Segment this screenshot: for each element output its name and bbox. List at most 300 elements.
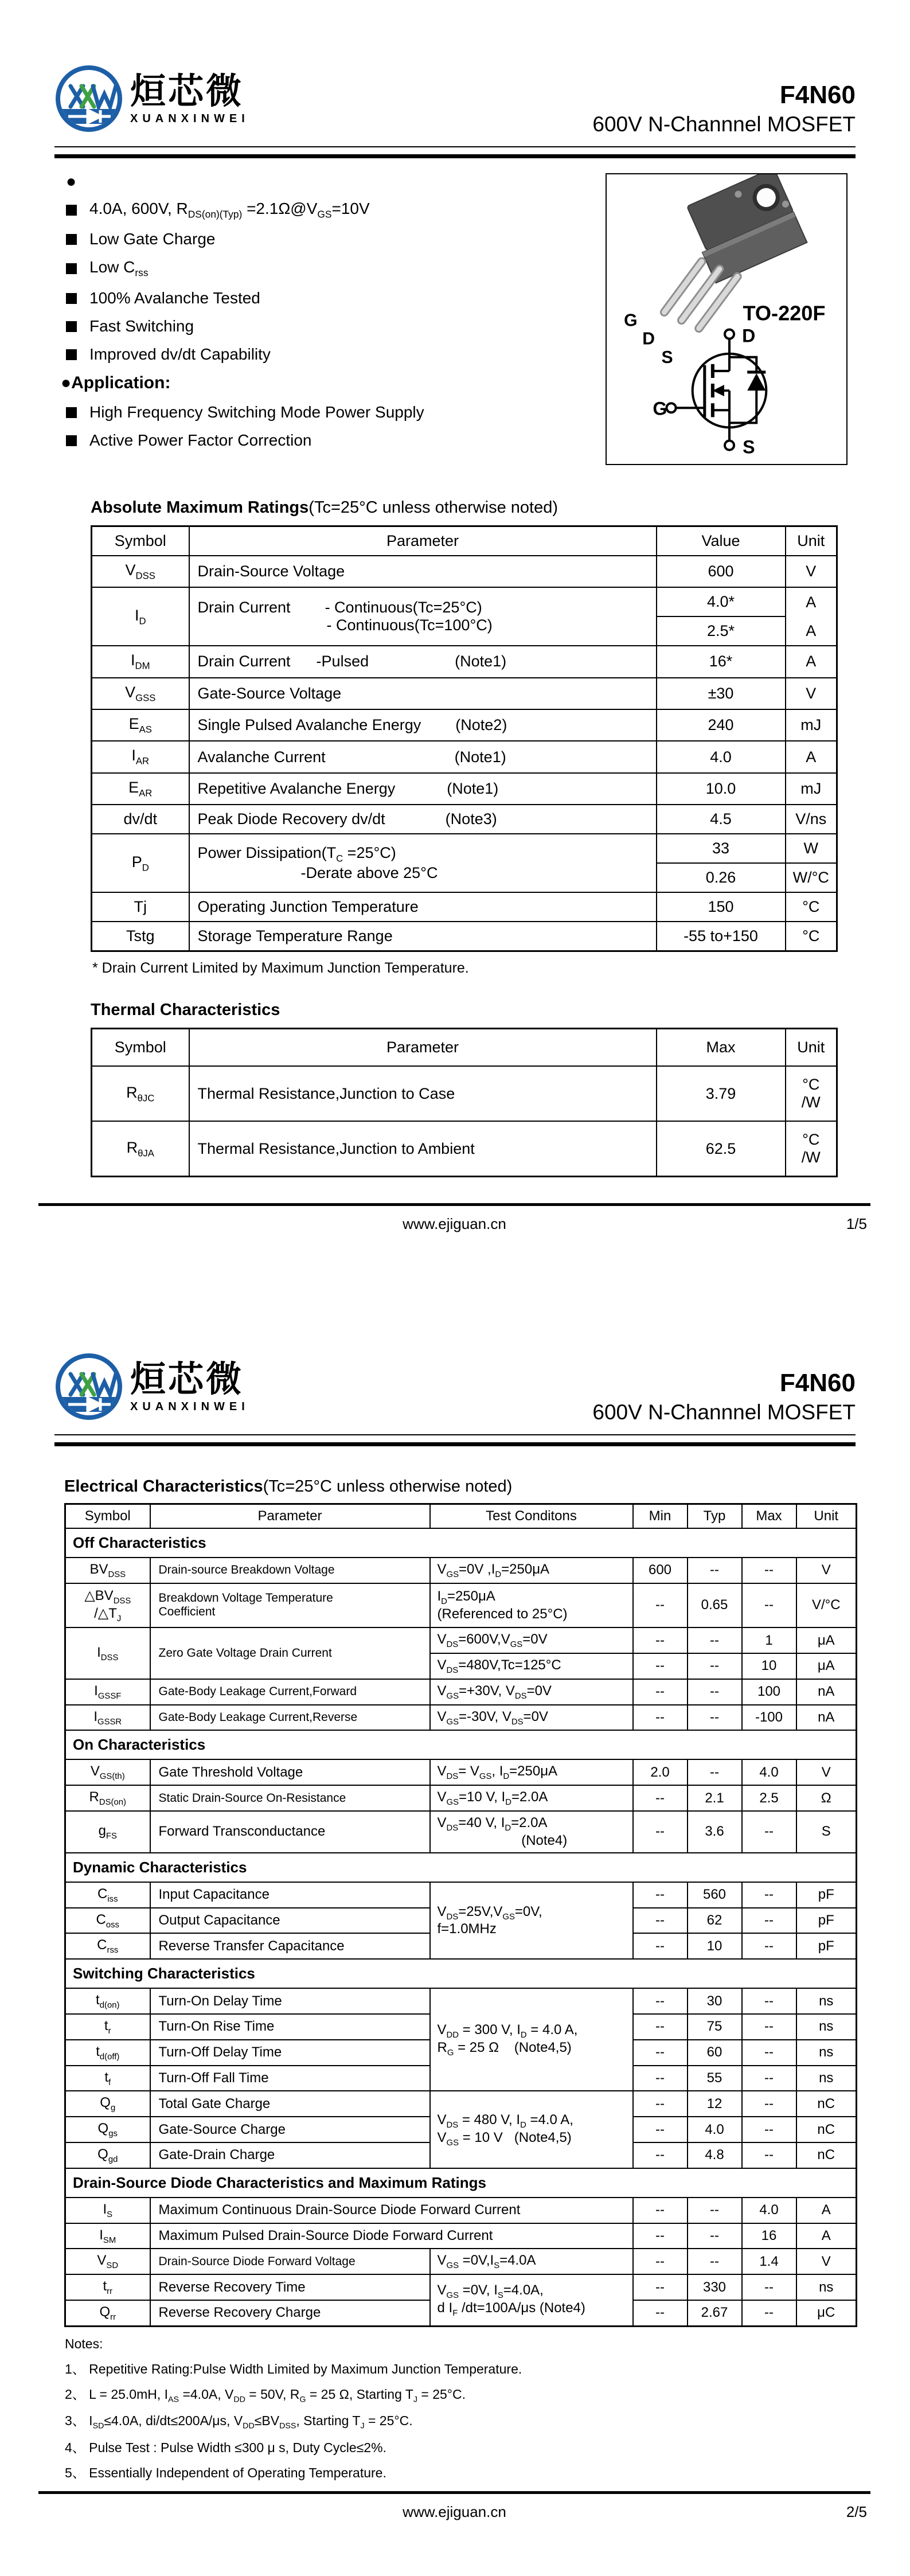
footer-website: www.ejiguan.cn: [403, 1215, 506, 1232]
square-bullet-icon: [66, 435, 77, 446]
table-cell: 2.0: [633, 1759, 688, 1785]
table-cell: 4.0: [742, 2198, 796, 2223]
table-cell: --: [742, 1988, 796, 2014]
table-cell: --: [742, 1882, 796, 1908]
table-cell: Gate-Source Voltage: [189, 678, 657, 709]
table-cell: 560: [688, 1882, 742, 1908]
table-cell: A: [786, 741, 837, 772]
table-cell: --: [688, 1679, 742, 1705]
page-footer: [38, 2491, 870, 2521]
table-cell: $I_{SM}$: [65, 2223, 150, 2249]
thermal-heading: [91, 1001, 856, 1020]
table-cell: $t_{d(on)}$: [65, 1988, 150, 2014]
table-cell: °C: [786, 922, 837, 951]
table-cell: $V_{DS}=600V,V_{GS}=0V$: [430, 1627, 633, 1653]
table-cell: $V_{GS}=0V$ $,I_D=250\mu A$: [430, 1558, 633, 1583]
table-cell: Drain-Source Voltage: [189, 556, 657, 587]
column-header: Symbol: [92, 526, 189, 556]
schematic-label-g: G: [653, 398, 667, 419]
table-cell: --: [633, 1988, 688, 2014]
table-cell: --: [742, 2300, 796, 2326]
table-cell: --: [633, 1583, 688, 1628]
column-header: Unit: [786, 526, 837, 556]
table-cell: 30: [688, 1988, 742, 2014]
part-number: F4N60: [779, 1369, 856, 1397]
table-cell: μC: [796, 2300, 857, 2326]
table-cell: 0.26: [657, 863, 786, 892]
table-cell: $C_{iss}$: [65, 1882, 150, 1908]
section-header-cell: Drain-Source Diode Characteristics and Maximum Ratings: [65, 2168, 857, 2198]
table-cell: nA: [796, 1679, 857, 1705]
list-item-label: 4、 Pulse Test : Pulse Width ≤300 μ s, Duty Cycle≤2%.: [65, 2440, 386, 2455]
table-cell: Repetitive Avalanche Energy (Note1): [189, 773, 657, 805]
electrical-characteristics-table: [64, 1503, 857, 2327]
table-cell: $g_{FS}$: [65, 1811, 150, 1853]
table-cell: nC: [796, 2091, 857, 2117]
table-cell: --: [633, 2223, 688, 2249]
brand-text: [130, 1360, 249, 1413]
table-cell: 12: [688, 2091, 742, 2117]
table-cell: 1.4: [742, 2249, 796, 2274]
table-cell: dv/dt: [92, 805, 189, 834]
page-footer: [38, 1203, 870, 1233]
section-header-cell: On Characteristics: [65, 1730, 857, 1759]
absolute-maximum-ratings-table: [91, 525, 838, 952]
table-cell: $I_D=250\mu A$ (Referenced to 25°C): [430, 1583, 633, 1628]
features-and-package-row: [54, 173, 856, 465]
table-cell: --: [742, 2117, 796, 2142]
table-cell: $I_D$: [92, 587, 189, 646]
table-cell: $V_{SD}$: [65, 2249, 150, 2274]
table-cell: $V_{GS(th)}$: [65, 1759, 150, 1785]
table-cell: Total Gate Charge: [150, 2091, 430, 2117]
table-cell: $C_{oss}$: [65, 1908, 150, 1934]
column-header: Typ: [688, 1504, 742, 1528]
part-number: F4N60: [779, 81, 856, 109]
table-cell: A: [786, 646, 837, 677]
table-cell: $BV_{DSS}$: [65, 1558, 150, 1583]
list-item: [66, 317, 606, 335]
table-cell: --: [742, 1908, 796, 1934]
table-cell: V: [786, 678, 837, 709]
list-item-label: Low Gate Charge: [89, 230, 216, 248]
square-bullet-icon: [66, 321, 77, 332]
table-cell: Power $Dissipation(T_C =25^\circ C)$ -Derate above 25°C: [189, 834, 657, 892]
features-section: [54, 173, 606, 459]
brand-logo: [54, 1352, 249, 1421]
table-cell: $V_{GS}=+30V$, $V_{DS}=0V$: [430, 1679, 633, 1705]
table-cell: $Q_{gd}$: [65, 2142, 150, 2168]
table-cell: mJ: [786, 709, 837, 741]
table-cell: $E_{AS}$: [92, 709, 189, 741]
title-block: [592, 80, 856, 138]
table-cell: Turn-Off Delay Time: [150, 2040, 430, 2066]
list-item-label: 5、 Essentially Independent of Operating Temperature.: [65, 2465, 386, 2480]
table-cell: Drain-Source Diode Forward Voltage: [150, 2249, 430, 2274]
table-cell: 330: [688, 2274, 742, 2300]
package-3d-icon: [624, 174, 825, 367]
brand-name-en: XUANXINWEI: [130, 112, 249, 125]
column-header: Max: [657, 1029, 786, 1067]
list-item: [65, 2437, 856, 2456]
table-cell: Forward Transconductance: [150, 1811, 430, 1853]
table-cell: Gate Threshold Voltage: [150, 1759, 430, 1785]
table-cell: 4.5: [657, 805, 786, 834]
table-cell: V/°C: [796, 1583, 857, 1628]
table-cell: $I_{GSSR}$: [65, 1705, 150, 1731]
table-cell: Maximum Pulsed Drain-Source Diode Forward Current: [150, 2223, 633, 2249]
table-cell: Gate-Source Charge: [150, 2117, 430, 2142]
table-cell: ns: [796, 2274, 857, 2300]
table-cell: Tstg: [92, 922, 189, 951]
table-cell: 16: [742, 2223, 796, 2249]
table-cell: --: [633, 1679, 688, 1705]
table-cell: mJ: [786, 773, 837, 805]
table-cell: Turn-On Rise Time: [150, 2014, 430, 2040]
column-header: Unit: [786, 1029, 837, 1067]
package-diagram: [606, 173, 847, 465]
table-cell: Turn-Off Fall Time: [150, 2066, 430, 2091]
table-cell: 4.0: [688, 2117, 742, 2142]
table-cell: 55: [688, 2066, 742, 2091]
table-cell: °C: [786, 892, 837, 922]
table-cell: $V_{DD} = 300$ V, $I_D = 4.0$ A, $R_G = 25$ Ω (Note4,5): [430, 1988, 633, 2091]
list-item: [66, 230, 606, 248]
table-cell: $I_{DM}$: [92, 646, 189, 677]
column-header: Test Conditons: [430, 1504, 633, 1528]
table-cell: $I_S$: [65, 2198, 150, 2223]
electrical-title: Electrical Characteristics: [64, 1477, 263, 1496]
footer-page-number: 1/5: [846, 1215, 867, 1232]
page-header: [54, 64, 856, 138]
table-cell: --: [633, 2040, 688, 2066]
table-cell: --: [633, 1653, 688, 1679]
table-cell: nC: [796, 2142, 857, 2168]
abs-max-footnote: * Drain Current Limited by Maximum Junction Temperature.: [92, 960, 469, 977]
column-header: Parameter: [150, 1504, 430, 1528]
table-cell: --: [742, 2274, 796, 2300]
list-item: [66, 431, 606, 450]
table-cell: --: [742, 2014, 796, 2040]
features-list: [66, 200, 606, 364]
brand-emblem-icon: [54, 1352, 123, 1421]
column-header: Value: [657, 526, 786, 556]
list-item-label: 1、 Repetitive Rating:Pulse Width Limited by Maximum Junction Temperature.: [65, 2361, 522, 2376]
table-cell: --: [633, 1811, 688, 1853]
list-item-label: Active Power Factor Correction: [89, 431, 312, 450]
table-cell: 240: [657, 709, 786, 741]
table-cell: W: [786, 834, 837, 863]
table-cell: Maximum Continuous Drain-Source Diode Forward Current: [150, 2198, 633, 2223]
abs-max-heading: [91, 498, 856, 517]
table-cell: --: [633, 1882, 688, 1908]
table-cell: $R_{\theta JA}$: [92, 1121, 189, 1177]
table-cell: -55 to+150: [657, 922, 786, 951]
table-cell: --: [633, 1705, 688, 1731]
table-cell: --: [633, 2300, 688, 2326]
table-cell: --: [633, 1785, 688, 1811]
table-cell: $V_{GSS}$: [92, 678, 189, 709]
table-cell: 3.6: [688, 1811, 742, 1853]
table-cell: 10.0: [657, 773, 786, 805]
thermal-characteristics-table: [91, 1028, 838, 1177]
brand-emblem-icon: [54, 64, 123, 133]
table-cell: $V_{GS} =0V$, $I_S=4.0A$, d $I_F$ /dt=100A/μs (Note4): [430, 2274, 633, 2326]
datasheet-page-2: [0, 1288, 910, 2576]
table-cell: $P_D$: [92, 834, 189, 892]
square-bullet-icon: [66, 349, 77, 360]
list-item-label: Improved dv/dt Capability: [89, 345, 271, 364]
table-cell: $V_{GS}=10$ V, $I_D=2.0A$: [430, 1785, 633, 1811]
notes-list: [65, 2359, 856, 2481]
table-cell: 75: [688, 2014, 742, 2040]
square-bullet-icon: [66, 205, 77, 216]
table-cell: 1: [742, 1627, 796, 1653]
table-cell: A: [786, 616, 837, 646]
pin-label-g: G: [624, 311, 638, 330]
table-cell: $R_{\theta JC}$: [92, 1066, 189, 1121]
column-header: Unit: [796, 1504, 857, 1528]
table-cell: Peak Diode Recovery dv/dt (Note3): [189, 805, 657, 834]
table-cell: $t_r$: [65, 2014, 150, 2040]
table-cell: $E_{AR}$: [92, 773, 189, 805]
table-cell: --: [633, 2198, 688, 2223]
table-cell: Breakdown Voltage Temperature Coefficient: [150, 1583, 430, 1628]
electrical-title-note: (Tc=25°C unless otherwise noted): [263, 1477, 513, 1496]
part-description: 600V N-Channnel MOSFET: [592, 1400, 856, 1424]
table-cell: --: [688, 2249, 742, 2274]
list-item: [66, 345, 606, 364]
table-cell: 3.79: [657, 1066, 786, 1121]
table-cell: Gate-Drain Charge: [150, 2142, 430, 2168]
table-cell: 0.65: [688, 1583, 742, 1628]
part-description: 600V N-Channnel MOSFET: [592, 112, 856, 136]
table-cell: Storage Temperature Range: [189, 922, 657, 951]
table-cell: --: [688, 1759, 742, 1785]
table-cell: -100: [742, 1705, 796, 1731]
table-cell: ns: [796, 2014, 857, 2040]
table-cell: --: [688, 1705, 742, 1731]
table-cell: $V_{DS}=480V,Tc=125^\circ C$: [430, 1653, 633, 1679]
table-cell: $V_{DS} = 480$ V, $I_D =4.0$ A, $V_{GS} = 10$ V (Note4,5): [430, 2091, 633, 2168]
table-cell: --: [688, 2198, 742, 2223]
table-cell: --: [742, 2040, 796, 2066]
table-cell: $V_{GS}=-30V$, $V_{DS}=0V$: [430, 1705, 633, 1731]
table-cell: Turn-On Delay Time: [150, 1988, 430, 2014]
table-cell: Drain Current - Continuous(Tc=25°C) - Continuous(Tc=100°C): [189, 587, 657, 646]
list-item-label: 100% Avalanche Tested: [89, 289, 260, 307]
table-cell: $V_{DS}= V_{GS}$, $I_D=250\mu A$: [430, 1759, 633, 1785]
list-item-label: 4.0A, 600V, $R_{DS(on)(Typ)}$ $=2.1\Omega@V_{GS}=10V$: [89, 199, 370, 220]
table-cell: A: [796, 2198, 857, 2223]
table-cell: --: [633, 2066, 688, 2091]
column-header: Symbol: [65, 1504, 150, 1528]
table-cell: --: [633, 2249, 688, 2274]
table-cell: Gate-Body Leakage Current,Forward: [150, 1679, 430, 1705]
table-cell: °C /W: [786, 1121, 837, 1177]
table-cell: --: [742, 2091, 796, 2117]
table-cell: --: [633, 1627, 688, 1653]
package-drawing: [607, 174, 846, 464]
table-cell: pF: [796, 1933, 857, 1959]
header-divider-thick: [54, 154, 856, 158]
table-cell: Static Drain-Source On-Resistance: [150, 1785, 430, 1811]
table-cell: Reverse Recovery Charge: [150, 2300, 430, 2326]
thermal-title: Thermal Characteristics: [91, 1001, 280, 1020]
table-cell: --: [742, 1811, 796, 1853]
list-item: [65, 2410, 856, 2431]
electrical-heading: [64, 1477, 856, 1496]
table-cell: $V_{DS}=40$ V, $I_D=2.0A$ (Note4): [430, 1811, 633, 1853]
page-header: [54, 1352, 856, 1426]
brand-name-cn: 烜芯微: [130, 1358, 244, 1400]
table-cell: $I_{GSSF}$: [65, 1679, 150, 1705]
column-header: Parameter: [189, 1029, 657, 1067]
table-cell: --: [633, 1933, 688, 1959]
brand-text: [130, 72, 249, 125]
list-item-label: 2、 L = 25.0mH, $I_{AS} =4.0A$, $V_{DD} = 50V$, $R_G = 25$ Ω, Starting $T_J = 25^\circ C$.: [65, 2386, 466, 2405]
table-cell: $t_{rr}$: [65, 2274, 150, 2300]
table-cell: μA: [796, 1653, 857, 1679]
schematic-label-s: S: [743, 436, 755, 458]
table-cell: --: [633, 2274, 688, 2300]
table-cell: $t_{d(off)}$: [65, 2040, 150, 2066]
table-cell: $t_f$: [65, 2066, 150, 2091]
table-cell: 4.0: [742, 1759, 796, 1785]
notes-title: Notes:: [65, 2336, 103, 2351]
table-cell: --: [633, 1908, 688, 1934]
table-cell: $R_{DS(on)}$: [65, 1785, 150, 1811]
pin-label-d: D: [642, 329, 655, 349]
list-item: [65, 2384, 856, 2405]
table-cell: S: [796, 1811, 857, 1853]
table-cell: --: [742, 1583, 796, 1628]
title-block: [592, 1368, 856, 1426]
table-cell: 2.5*: [657, 616, 786, 646]
table-cell: --: [688, 1653, 742, 1679]
table-cell: 2.5: [742, 1785, 796, 1811]
features-bullet-icon: ●: [66, 171, 77, 191]
table-cell: 16*: [657, 646, 786, 677]
pin-label-s: S: [661, 348, 673, 367]
table-cell: W/°C: [786, 863, 837, 892]
notes-section: [65, 2336, 856, 2488]
table-cell: 62.5: [657, 1121, 786, 1177]
table-cell: V/ns: [786, 805, 837, 834]
table-cell: 4.8: [688, 2142, 742, 2168]
table-cell: 33: [657, 834, 786, 863]
table-cell: ns: [796, 1988, 857, 2014]
table-cell: --: [633, 2117, 688, 2142]
square-bullet-icon: [66, 263, 77, 274]
table-cell: $V_{DS}=25V,V_{GS}=0V$, f=1.0MHz: [430, 1882, 633, 1959]
application-bullet-icon: ●: [61, 373, 72, 393]
section-header-cell: Switching Characteristics: [65, 1959, 857, 1988]
table-cell: μA: [796, 1627, 857, 1653]
application-heading-label: Application:: [71, 373, 171, 393]
table-cell: $C_{rss}$: [65, 1933, 150, 1959]
list-item: [66, 403, 606, 421]
header-divider-thin: [54, 1434, 856, 1435]
table-cell: Tj: [92, 892, 189, 922]
list-item: [66, 200, 606, 221]
table-cell: V: [796, 1558, 857, 1583]
table-cell: $\triangle BV_{DSS}$ $/\triangle T_J$: [65, 1583, 150, 1628]
table-cell: Reverse Transfer Capacitance: [150, 1933, 430, 1959]
table-cell: A: [796, 2223, 857, 2249]
table-cell: Drain-source Breakdown Voltage: [150, 1558, 430, 1583]
list-item-label: Low $C_{rss}$: [89, 258, 149, 279]
column-header: Symbol: [92, 1029, 189, 1067]
table-cell: Thermal Resistance,Junction to Ambient: [189, 1121, 657, 1177]
table-cell: Drain Current -Pulsed (Note1): [189, 646, 657, 677]
table-cell: Avalanche Current (Note1): [189, 741, 657, 772]
table-cell: --: [688, 1627, 742, 1653]
list-item: [66, 258, 606, 279]
square-bullet-icon: [66, 293, 77, 304]
table-cell: --: [633, 2091, 688, 2117]
table-cell: Operating Junction Temperature: [189, 892, 657, 922]
brand-logo: [54, 64, 249, 133]
table-cell: $I_{DSS}$: [65, 1627, 150, 1679]
table-cell: °C /W: [786, 1066, 837, 1121]
table-cell: 2.1: [688, 1785, 742, 1811]
table-cell: pF: [796, 1882, 857, 1908]
header-divider-thin: [54, 146, 856, 147]
footer-website: www.ejiguan.cn: [403, 2503, 506, 2520]
table-cell: V: [796, 1759, 857, 1785]
list-item: [66, 289, 606, 307]
table-cell: 10: [688, 1933, 742, 1959]
table-cell: V: [786, 556, 837, 587]
table-cell: 600: [657, 556, 786, 587]
table-cell: Zero Gate Voltage Drain Current: [150, 1627, 430, 1679]
table-cell: Thermal Resistance,Junction to Case: [189, 1066, 657, 1121]
table-cell: $Q_{gs}$: [65, 2117, 150, 2142]
table-cell: Output Capacitance: [150, 1908, 430, 1934]
list-item-label: 3、 $I_{SD}\le 4.0A$, di/dt≤200A/μs, $V_{DD}\le BV_{DSS}$, Starting $T_J = 25^\circ C$.: [65, 2413, 413, 2431]
table-cell: $V_{GS} =0V,I_S=4.0A$: [430, 2249, 633, 2274]
column-header: Parameter: [189, 526, 657, 556]
table-cell: $I_{AR}$: [92, 741, 189, 772]
column-header: Max: [742, 1504, 796, 1528]
table-cell: V: [796, 2249, 857, 2274]
column-header: Min: [633, 1504, 688, 1528]
table-cell: --: [742, 2066, 796, 2091]
table-cell: $Q_g$: [65, 2091, 150, 2117]
table-cell: Input Capacitance: [150, 1882, 430, 1908]
table-cell: 2.67: [688, 2300, 742, 2326]
table-cell: 60: [688, 2040, 742, 2066]
schematic-label-d: D: [742, 325, 756, 346]
header-divider-thick: [54, 1442, 856, 1446]
table-cell: 150: [657, 892, 786, 922]
table-cell: ns: [796, 2040, 857, 2066]
table-cell: 62: [688, 1908, 742, 1934]
table-cell: --: [742, 1933, 796, 1959]
list-item: [65, 2462, 856, 2481]
table-cell: 10: [742, 1653, 796, 1679]
table-cell: --: [633, 2014, 688, 2040]
section-header-cell: Off Characteristics: [65, 1528, 857, 1558]
table-cell: A: [786, 587, 837, 616]
table-cell: 100: [742, 1679, 796, 1705]
table-cell: --: [742, 1558, 796, 1583]
square-bullet-icon: [66, 407, 77, 418]
brand-name-cn: 烜芯微: [130, 70, 244, 112]
application-heading: [61, 373, 606, 393]
table-cell: 600: [633, 1558, 688, 1583]
